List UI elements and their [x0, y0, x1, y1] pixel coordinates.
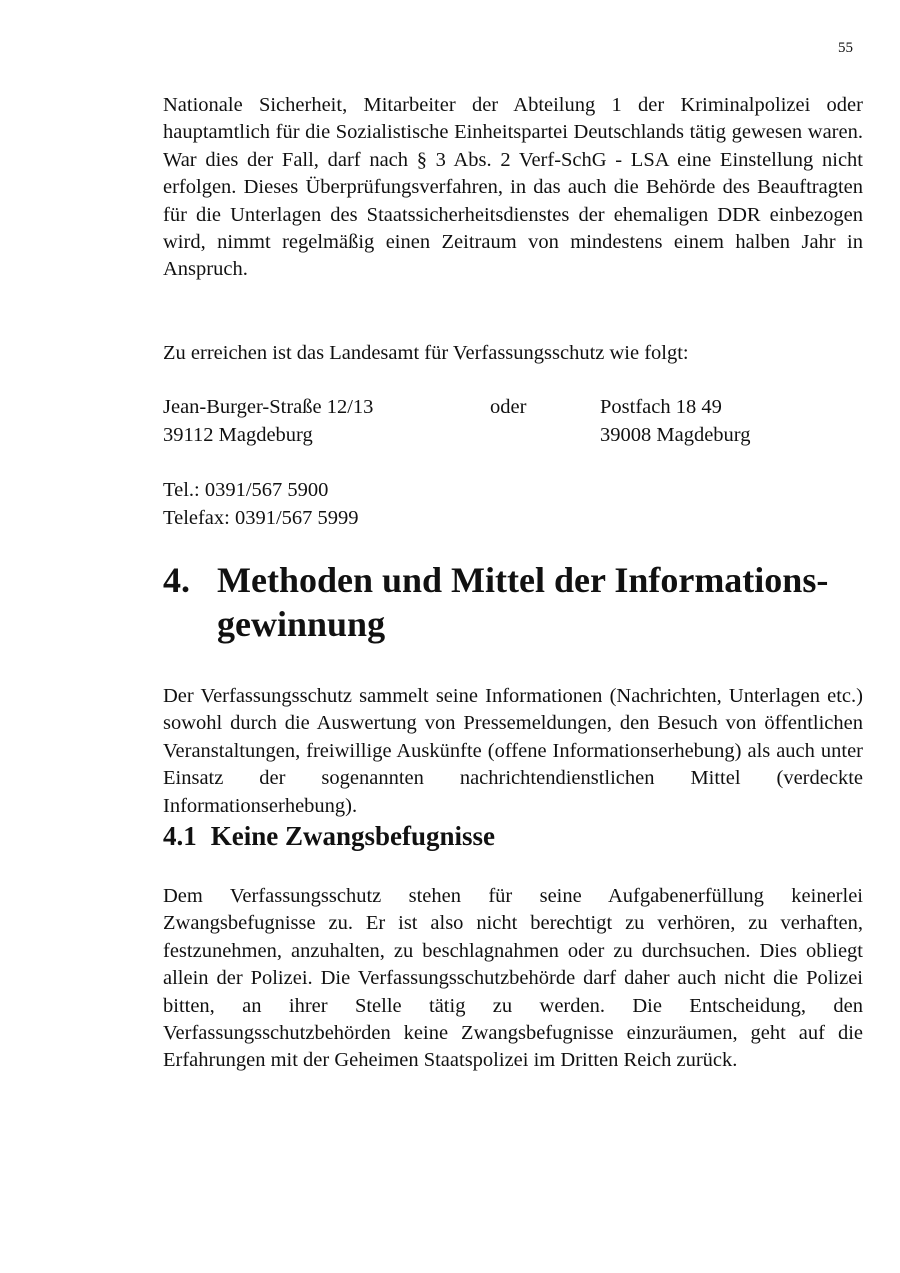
telephone-line: Tel.: 0391/567 5900: [163, 479, 329, 501]
city-line: 39112 Magdeburg: [163, 424, 313, 446]
po-city-line: 39008 Magdeburg: [600, 424, 751, 446]
page-number: 55: [838, 40, 853, 56]
street-address: [163, 393, 373, 449]
paragraph-contact-intro: Zu erreichen ist das Landesamt für Verfassungsschutz wie folgt:: [163, 342, 689, 364]
section-4-heading: [163, 558, 883, 646]
section-4-number: 4.: [163, 560, 190, 600]
section-4-1-title: Keine Zwangsbefugnisse: [210, 821, 496, 851]
section-4-1-number: 4.1: [163, 821, 197, 851]
telefax-line: Telefax: 0391/567 5999: [163, 507, 359, 529]
paragraph-stasi-check: Nationale Sicherheit, Mitarbeiter der Abteilung 1 der Kriminalpolizei oder hauptamtlich für die Sozialistische Einheitspartei Deutschlands tätig gewesen waren. War dies der Fall, darf nach § 3 Abs. 2 Verf-SchG - LSA eine Einstellung nicht erfolgen. Dieses Überprüfungsverfahren, in das auch die Behörde des Beauftragten für die Unterlagen des Staatssicherheitsdienstes der ehemaligen DDR einbezogen wird, nimmt regelmäßig einen Zeitraum von mindestens einem halben Jahr in Anspruch.: [163, 94, 863, 281]
paragraph-no-coercive-powers: Dem Verfassungsschutz stehen für seine Aufgabenerfüllung keinerlei Zwangsbefugnisse zu. Er ist also nicht berechtigt zu verhören, zu verhaften, festzunehmen, anzuhalten, zu beschlagnahmen oder zu durchsuchen. Dies obliegt allein der Polizei. Die Verfassungsschutzbehörde darf daher auch nicht die Polizei bitten, an ihrer Stelle tätig zu werden. Die Entscheidung, den Verfassungsschutzbehörden keine Zwangsbefugnisse einzuräumen, geht auf die Erfahrungen mit der Geheimen Staatspolizei im Dritten Reich zurück.: [163, 885, 863, 1072]
or-label: oder: [490, 396, 527, 418]
contact-numbers: [163, 476, 359, 532]
po-box-line: Postfach 18 49: [600, 396, 722, 418]
postal-address: [600, 393, 751, 449]
paragraph-information-gathering: Der Verfassungsschutz sammelt seine Informationen (Nachrichten, Unterlagen etc.) sowohl durch die Auswertung von Pressemeldungen, den Besuch von öffentlichen Veranstaltungen, freiwillige Auskünfte (offene Informationserhebung) als auch unter Einsatz der sogenannten nachrichtendienstlichen Mittel (verdeckte Informationserhebung).: [163, 685, 863, 817]
section-4-title: Methoden und Mittel der Informationsgewinnung: [217, 560, 829, 644]
address-separator: [490, 393, 526, 421]
street-line: Jean-Burger-Straße 12/13: [163, 396, 374, 418]
section-4-1-heading: [163, 818, 495, 854]
